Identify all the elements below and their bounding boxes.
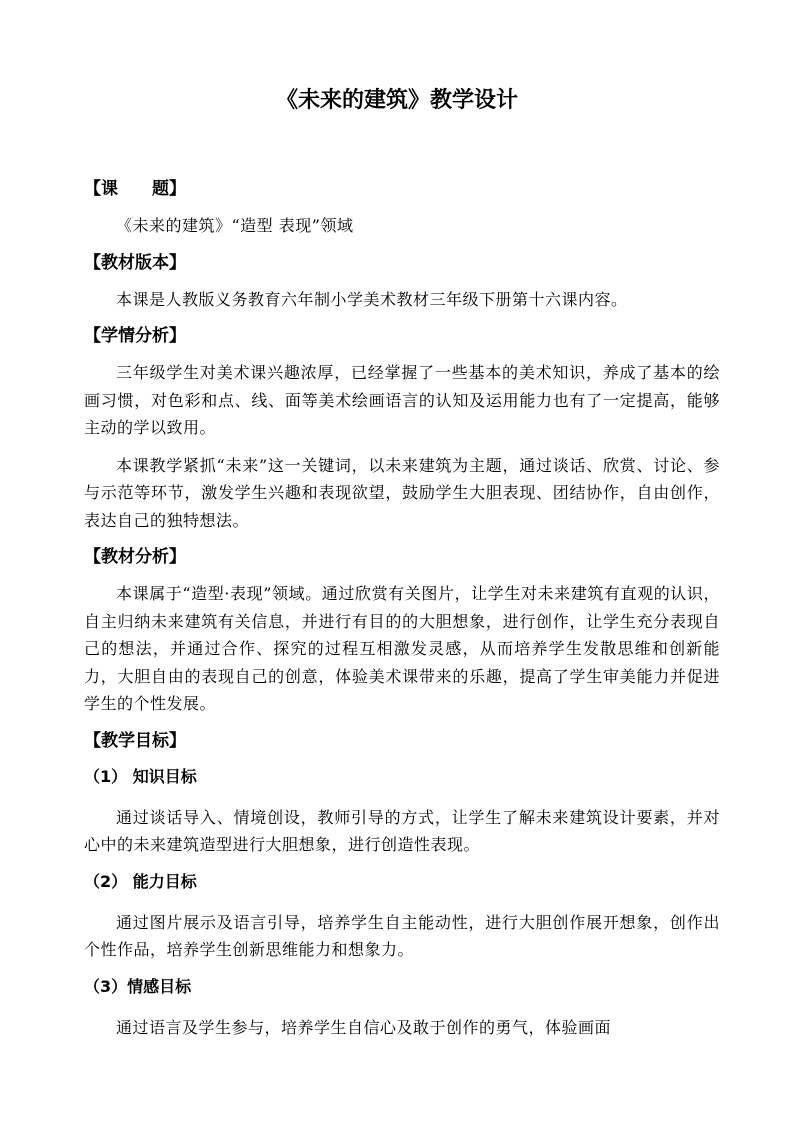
document-title: 《未来的建筑》教学设计 (275, 88, 518, 113)
edition-heading: 【教材版本】 (84, 252, 186, 273)
topic-text: 《未来的建筑》“造型 表现”领域 (116, 216, 354, 235)
material-analysis-text: 本课属于“造型·表现”领域。通过欣赏有关图片，让学生对未来建筑有直观的认识，自主归纳未来建筑有关信息，并进行有目的的大胆想象，进行创作，让学生充分表现自己的想法，并通过合作、探究的过程互相激发灵感，从而培养学生发散思维和创新能力，大胆自由的表现自己的创意，体验美术课带来的乐趣，提高了学生审美能力并促进学生的个性发展。 (84, 584, 720, 713)
edition-text: 本课是人教版义务教育六年制小学美术教材三年级下册第十六课内容。 (116, 289, 628, 309)
student-analysis-heading: 【学情分析】 (84, 326, 186, 346)
material-analysis-heading: 【教材分析】 (84, 547, 186, 567)
emotion-goal-text: 通过语言及学生参与，培养学生自信心及敢于创作的勇气，体验画面 (116, 1017, 612, 1037)
student-analysis-p2: 本课教学紧抓“未来”这一关键词，以未来建筑为主题，通过谈话、欣赏、讨论、参与示范等环节，激发学生兴趣和表现欲望，鼓励学生大胆表现、团结协作，自由创作，表达自己的独特想法。 (84, 455, 720, 530)
emotion-goal-label: （3）情感目标 (84, 976, 192, 996)
student-analysis-p1: 三年级学生对美术课兴趣浓厚，已经掌握了一些基本的美术知识，养成了基本的绘画习惯，对色彩和点、线、面等美术绘画语言的认知及运用能力也有了一定提高，能够主动的学以致用。 (84, 363, 720, 437)
ability-goal-text: 通过图片展示及语言引导，培养学生自主能动性，进行大胆创作展开想象，创作出个性作品，培养学生创新思维能力和想象力。 (84, 912, 720, 959)
goals-heading: 【教学目标】 (84, 730, 186, 751)
topic-heading: 【课 题】 (84, 179, 186, 199)
knowledge-goal-label: （1） 知识目标 (84, 766, 197, 786)
ability-goal-label: （2） 能力目标 (84, 871, 197, 891)
document-body (84, 176, 720, 1041)
knowledge-goal-text: 通过谈话导入、情境创设，教师引导的方式，让学生了解未来建筑设计要素，并对心中的未来建筑造型进行大胆想象，进行创造性表现。 (84, 807, 720, 854)
